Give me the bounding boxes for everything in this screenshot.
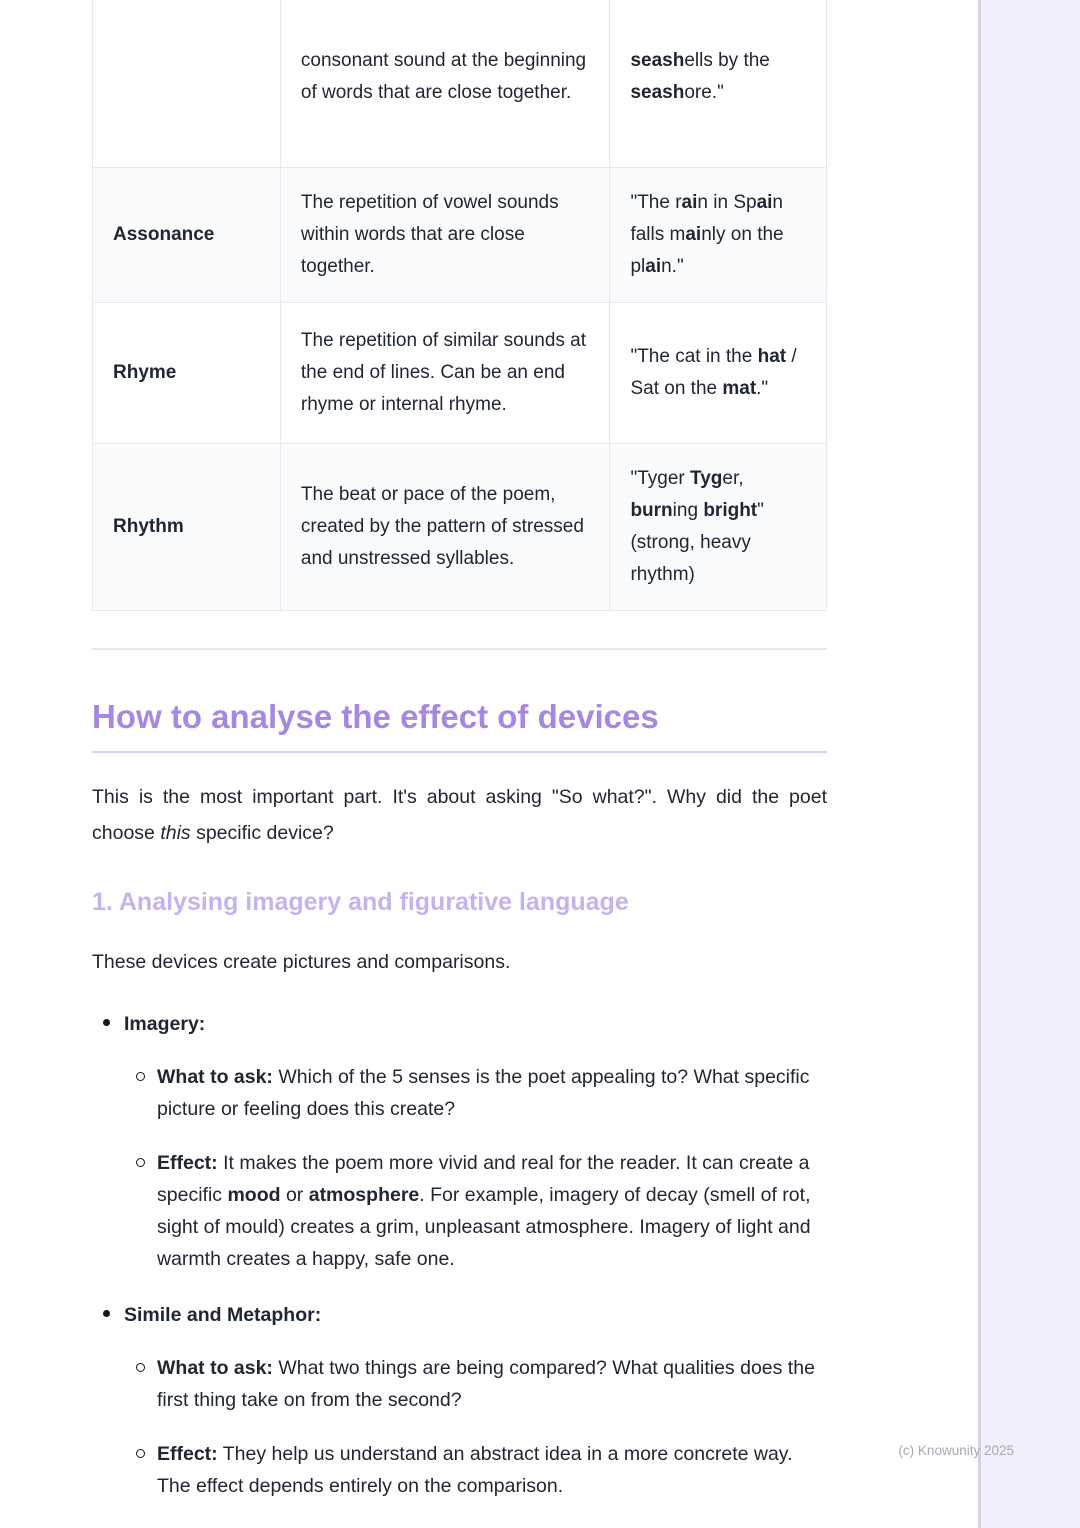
table-row-rhyme <box>93 302 827 443</box>
list-item-simile-metaphor <box>92 1301 827 1502</box>
list-item-imagery <box>92 1010 827 1275</box>
device-example-cell: "The rain in Spain falls mainly on the plain." <box>610 167 827 302</box>
analysis-list <box>92 1010 827 1502</box>
table-row-rhythm <box>93 443 827 610</box>
list-item-label: Simile and Metaphor: <box>124 1303 322 1326</box>
list-item-label: Imagery: <box>124 1012 206 1035</box>
device-term-cell: Assonance <box>93 167 281 302</box>
poetic-devices-table <box>92 0 827 611</box>
note-content <box>92 0 827 1502</box>
device-term-cell: Rhythm <box>93 443 281 610</box>
device-definition-cell: The repetition of vowel sounds within words that are close together. <box>280 167 610 302</box>
device-term-cell: Rhyme <box>93 302 281 443</box>
table-row-alliteration <box>93 0 827 167</box>
device-example-cell: "Tyger Tyger, burning bright" (strong, heavy rhythm) <box>610 443 827 610</box>
sub-list-item: What to ask: What two things are being compared? What qualities does the first thing take on from the second? <box>124 1352 827 1416</box>
lead-paragraph: These devices create pictures and comparisons. <box>92 950 511 973</box>
device-term-cell <box>93 0 281 167</box>
device-definition-cell: The repetition of similar sounds at the end of lines. Can be an end rhyme or internal rhyme. <box>280 302 610 443</box>
device-definition-cell: The beat or pace of the poem, created by the pattern of stressed and unstressed syllables. <box>280 443 610 610</box>
copyright-footer: (c) Knowunity 2025 <box>898 1443 1014 1458</box>
sub-list-item: Effect: It makes the poem more vivid and real for the reader. It can create a specific mood or atmosphere. For example, imagery of decay (smell of rot, sight of mould) creates a grim, unpleasant atmosphere. Imagery of light and warmth creates a happy, safe one. <box>124 1147 827 1275</box>
poetic-devices-table-body <box>93 0 827 610</box>
section-heading: How to analyse the effect of devices <box>92 698 827 753</box>
table-row-assonance <box>93 167 827 302</box>
subsection-heading: 1. Analysing imagery and figurative language <box>92 887 629 916</box>
intro-paragraph: This is the most important part. It's about asking "So what?". Why did the poet choose this specific device? <box>92 785 827 844</box>
section-divider <box>92 648 827 650</box>
device-example-cell: seashells by the seashore." <box>610 0 827 167</box>
device-definition-cell: consonant sound at the beginning of words that are close together. <box>280 0 610 167</box>
device-example-cell: "The cat in the hat / Sat on the mat." <box>610 302 827 443</box>
sub-list-item: Effect: They help us understand an abstract idea in a more concrete way. The effect depends entirely on the comparison. <box>124 1438 827 1502</box>
page-edge-strip <box>978 0 1080 1528</box>
sub-list-item: What to ask: Which of the 5 senses is the poet appealing to? What specific picture or feeling does this create? <box>124 1061 827 1125</box>
